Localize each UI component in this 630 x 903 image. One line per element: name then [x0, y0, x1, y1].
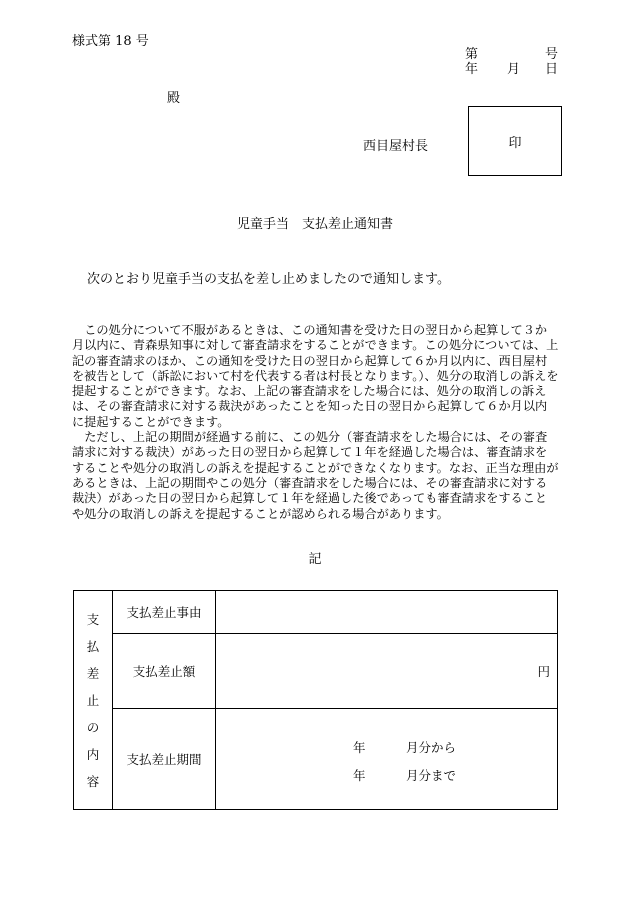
suspension-details-table — [73, 590, 558, 810]
seal-box — [468, 106, 562, 176]
document-number-suffix: 号 — [545, 47, 559, 62]
amount-label: 支払差止額 — [113, 634, 216, 709]
reason-field[interactable] — [216, 591, 558, 634]
period-to-month: 月分まで — [406, 768, 457, 783]
seal-label: 印 — [508, 135, 522, 151]
period-to-year: 年 — [353, 768, 366, 783]
addressee-honorific: 殿 — [167, 91, 181, 106]
document-title: 児童手当 支払差止通知書 — [236, 217, 393, 232]
ki-heading: 記 — [308, 552, 322, 567]
issuer-name: 西目屋村長 — [363, 139, 429, 154]
table-vertical-heading: 支 払 差 止 の 内 容 — [74, 591, 113, 810]
notice-paragraph: この処分について不服があるときは、この通知書を受けた日の翌日から起算して３か月以内に、青森県知事に対して審査請求をすることができます。この処分については、上記の審査請求のほか、この通知を受けた日の翌日から起算して６か月以内に、西目屋村を被告として（訴訟において村を代表する者は村長となります。）、処分の取消しの訴えを提起することができます。なお、上記の審査請求をした場合には、処分の取消しの訴えは、その審査請求に対する裁決があったことを知った日の翌日から起算して６か月以内に提起することができます。 — [72, 323, 559, 429]
notice-paragraph: ただし、上記の期間が経過する前に、この処分（審査請求をした場合には、その審査請求に対する裁決）があった日の翌日から起算して１年を経過した場合は、審査請求をすることや処分の取消しの訴えを提起することができなくなります。なお、正当な理由があるときは、上記の期間やこの処分（審査請求をした場合には、その審査請求に対する裁決）があった日の翌日から起算して１年を経過した後であっても審査請求をすることや処分の取消しの訴えを提起することが認められる場合があります。 — [72, 430, 559, 521]
date-day-label: 日 — [545, 62, 559, 77]
reason-label: 支払差止事由 — [113, 591, 216, 634]
form-number: 様式第 18 号 — [72, 34, 149, 49]
document-number-label: 第 — [465, 47, 479, 62]
period-from-month: 月分から — [406, 740, 457, 755]
appeal-notice — [72, 323, 559, 522]
period-field[interactable] — [216, 709, 558, 810]
date-year-label: 年 — [465, 62, 479, 77]
intro-text: 次のとおり児童手当の支払を差し止めましたので通知します。 — [87, 272, 450, 287]
period-from-year: 年 — [353, 740, 366, 755]
amount-unit: 円 — [537, 664, 550, 679]
period-label: 支払差止期間 — [113, 709, 216, 810]
amount-field[interactable] — [216, 634, 558, 709]
date-month-label: 月 — [507, 62, 521, 77]
